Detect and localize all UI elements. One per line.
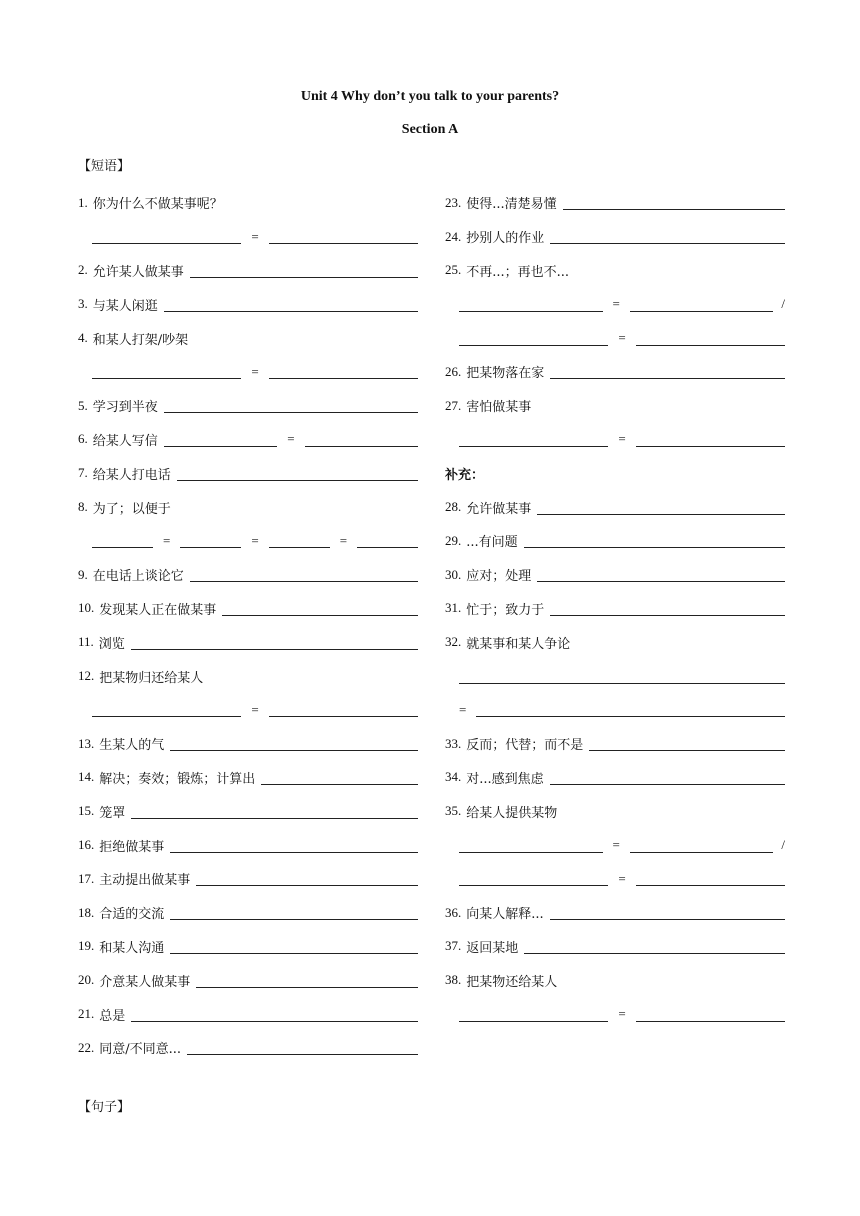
answer-blank[interactable]	[550, 601, 785, 616]
list-item	[78, 794, 418, 828]
answer-blank[interactable]	[164, 432, 277, 447]
equals-sign: =	[251, 228, 259, 244]
list-item	[78, 930, 418, 964]
list-item	[78, 186, 418, 220]
answer-blank[interactable]	[459, 331, 608, 346]
supplement-heading	[445, 456, 785, 490]
supplement-label: 补充：	[445, 467, 485, 483]
answer-blank[interactable]	[170, 939, 418, 954]
answer-blank[interactable]	[459, 432, 608, 447]
equals-sign: =	[459, 701, 467, 717]
item-number: 11.	[78, 634, 94, 650]
item-number: 18.	[78, 904, 95, 920]
right-column	[445, 186, 785, 1031]
answer-blank[interactable]	[459, 1007, 608, 1022]
page-subtitle: Section A	[401, 122, 459, 137]
answer-blank[interactable]	[92, 702, 241, 717]
list-item	[78, 862, 418, 896]
answer-blank[interactable]	[357, 533, 418, 548]
item-label: 就某事和某人争论	[466, 636, 571, 652]
item-label: 和某人打架/吵架	[92, 332, 189, 348]
answer-blank[interactable]	[476, 702, 785, 717]
list-item	[78, 963, 418, 997]
equals-sign: =	[612, 837, 620, 853]
answer-blank[interactable]	[563, 195, 785, 210]
item-label: 反而；代替；而不是	[466, 738, 584, 754]
item-number: 36.	[445, 904, 462, 920]
equals-sign: =	[339, 532, 348, 548]
item-number: 20.	[78, 972, 95, 988]
list-item	[78, 389, 418, 423]
equals-sign: =	[618, 1006, 626, 1022]
answer-blank[interactable]	[196, 871, 418, 886]
item-label: 主动提出做某事	[99, 873, 191, 889]
list-item	[78, 727, 418, 761]
equals-sign: =	[618, 431, 626, 447]
equals-sign: =	[251, 701, 259, 717]
item-number: 23.	[445, 194, 462, 210]
equals-sign: =	[251, 363, 259, 379]
equals-sign: =	[163, 532, 171, 548]
list-item	[78, 625, 418, 659]
item-number: 19.	[78, 938, 95, 954]
item-number: 6.	[78, 431, 88, 447]
equals-sign: =	[287, 431, 295, 447]
list-item	[445, 524, 785, 558]
list-item	[445, 963, 785, 997]
item-label: 不再...；再也不...	[466, 264, 570, 280]
item-label: 应对；处理	[466, 569, 532, 585]
answer-blank[interactable]	[177, 466, 418, 481]
item-number: 25.	[445, 262, 462, 278]
list-item	[445, 490, 785, 524]
answer-blank[interactable]	[170, 838, 418, 853]
answer-blank[interactable]	[537, 567, 785, 582]
list-item	[78, 1031, 418, 1065]
item-number: 9.	[78, 566, 88, 582]
answer-blank[interactable]	[190, 263, 418, 278]
item-number: 34.	[445, 769, 462, 785]
left-column	[78, 186, 418, 1065]
answer-row	[78, 220, 418, 254]
item-label: 使得...清楚易懂	[466, 197, 557, 213]
item-number: 3.	[78, 296, 88, 312]
answer-blank[interactable]	[524, 533, 785, 548]
answer-blank[interactable]	[131, 804, 418, 819]
answer-blank[interactable]	[636, 331, 785, 346]
item-label: 抄别人的作业	[466, 231, 545, 247]
item-label: 同意/不同意...	[99, 1042, 182, 1058]
item-number: 32.	[445, 634, 462, 650]
answer-blank[interactable]	[187, 1040, 418, 1055]
item-number: 12.	[78, 668, 95, 684]
item-label: 允许做某事	[466, 501, 532, 517]
list-item	[445, 896, 785, 930]
list-item	[445, 186, 785, 220]
list-item	[78, 896, 418, 930]
item-label: 忙于；致力于	[466, 602, 545, 618]
answer-blank[interactable]	[269, 229, 418, 244]
item-number: 28.	[445, 499, 462, 515]
list-item	[445, 761, 785, 795]
answer-blank[interactable]	[92, 533, 153, 548]
equals-sign: =	[251, 532, 259, 548]
item-label: 害怕做某事	[466, 400, 532, 416]
item-label: 在电话上谈论它	[92, 569, 184, 585]
item-label: 把某物落在家	[466, 366, 545, 382]
item-number: 22.	[78, 1039, 95, 1055]
answer-row	[445, 828, 785, 862]
answer-row	[445, 693, 785, 727]
list-item	[78, 287, 418, 321]
item-label: 笼罩	[99, 805, 126, 821]
list-item	[445, 930, 785, 964]
item-label: 允许某人做某事	[92, 264, 184, 280]
item-number: 38.	[445, 972, 462, 988]
answer-blank[interactable]	[550, 364, 785, 379]
list-item	[445, 389, 785, 423]
item-number: 31.	[445, 600, 462, 616]
answer-row	[78, 693, 418, 727]
answer-blank[interactable]	[92, 229, 241, 244]
list-item	[78, 321, 418, 355]
item-number: 4.	[78, 330, 88, 346]
item-label: ...有问题	[466, 535, 518, 551]
item-number: 29.	[445, 532, 462, 548]
item-label: 总是	[99, 1008, 126, 1024]
answer-row	[445, 997, 785, 1031]
item-number: 5.	[78, 397, 88, 413]
list-item	[78, 490, 418, 524]
item-number: 16.	[78, 837, 95, 853]
item-number: 15.	[78, 803, 95, 819]
answer-blank[interactable]	[630, 297, 774, 312]
list-item	[445, 794, 785, 828]
item-number: 27.	[445, 397, 462, 413]
list-item	[78, 558, 418, 592]
equals-sign: =	[612, 296, 620, 312]
item-label: 给某人写信	[92, 433, 158, 449]
list-item	[78, 659, 418, 693]
list-item	[78, 828, 418, 862]
item-number: 37.	[445, 938, 462, 954]
item-number: 30.	[445, 566, 462, 582]
item-label: 解决；奏效；锻炼；计算出	[99, 771, 256, 787]
item-number: 2.	[78, 262, 88, 278]
list-item	[445, 592, 785, 626]
item-number: 10.	[78, 600, 95, 616]
item-label: 对...感到焦虑	[466, 771, 544, 787]
answer-blank[interactable]	[190, 567, 418, 582]
answer-blank[interactable]	[459, 297, 603, 312]
answer-blank[interactable]	[459, 838, 603, 853]
answer-blank[interactable]	[180, 533, 241, 548]
list-item	[78, 592, 418, 626]
item-number: 14.	[78, 769, 95, 785]
answer-blank[interactable]	[164, 297, 418, 312]
answer-blank[interactable]	[164, 398, 418, 413]
answer-blank[interactable]	[222, 601, 418, 616]
answer-blank[interactable]	[550, 905, 785, 920]
section-heading-phrases: 【短语】	[78, 159, 131, 174]
item-label: 生某人的气	[99, 738, 165, 754]
item-label: 向某人解释...	[466, 907, 544, 923]
answer-row	[445, 423, 785, 457]
answer-row	[445, 321, 785, 355]
answer-blank[interactable]	[196, 973, 418, 988]
slash-separator: /	[781, 837, 785, 853]
item-label: 把某物归还给某人	[99, 670, 204, 686]
answer-blank[interactable]	[537, 500, 785, 515]
item-label: 给某人提供某物	[466, 805, 558, 821]
answer-blank[interactable]	[269, 702, 418, 717]
item-label: 合适的交流	[99, 907, 165, 923]
answer-blank[interactable]	[550, 229, 785, 244]
item-number: 21.	[78, 1006, 95, 1022]
list-item	[78, 423, 418, 457]
list-item	[445, 220, 785, 254]
item-number: 33.	[445, 735, 462, 751]
answer-row	[445, 862, 785, 896]
answer-blank[interactable]	[459, 669, 785, 684]
answer-blank[interactable]	[269, 364, 418, 379]
item-label: 拒绝做某事	[99, 839, 165, 855]
list-item	[78, 761, 418, 795]
list-item	[78, 254, 418, 288]
item-label: 介意某人做某事	[99, 974, 191, 990]
slash-separator: /	[781, 296, 785, 312]
answer-row	[78, 355, 418, 389]
item-label: 把某物还给某人	[466, 974, 558, 990]
answer-blank[interactable]	[550, 770, 785, 785]
answer-blank[interactable]	[524, 939, 785, 954]
page-title: Unit 4 Why don’t you talk to your parents?	[300, 89, 560, 104]
answer-blank[interactable]	[630, 838, 774, 853]
answer-blank[interactable]	[636, 432, 785, 447]
item-number: 1.	[78, 194, 88, 210]
item-label: 给某人打电话	[92, 467, 171, 483]
item-number: 7.	[78, 465, 88, 481]
item-number: 17.	[78, 870, 95, 886]
item-label: 浏览	[98, 636, 125, 652]
list-item	[445, 558, 785, 592]
answer-blank[interactable]	[459, 871, 608, 886]
list-item	[78, 997, 418, 1031]
answer-blank[interactable]	[131, 1007, 418, 1022]
answer-blank[interactable]	[305, 432, 418, 447]
item-number: 35.	[445, 803, 462, 819]
answer-blank[interactable]	[589, 736, 785, 751]
item-label: 学习到半夜	[92, 400, 158, 416]
item-number: 24.	[445, 228, 462, 244]
item-label: 你为什么不做某事呢？	[92, 197, 223, 213]
item-label: 和某人沟通	[99, 940, 165, 956]
list-item	[445, 254, 785, 288]
answer-row	[445, 287, 785, 321]
item-label: 发现某人正在做某事	[99, 602, 217, 618]
answer-row	[78, 524, 418, 558]
list-item	[445, 727, 785, 761]
answer-blank[interactable]	[636, 1007, 785, 1022]
equals-sign: =	[618, 330, 626, 346]
item-label: 为了；以便于	[92, 501, 171, 517]
answer-blank[interactable]	[261, 770, 418, 785]
item-number: 13.	[78, 735, 95, 751]
equals-sign: =	[618, 870, 626, 886]
list-item	[445, 625, 785, 659]
answer-blank[interactable]	[170, 905, 418, 920]
answer-blank[interactable]	[269, 533, 330, 548]
item-number: 26.	[445, 363, 462, 379]
answer-blank[interactable]	[170, 736, 418, 751]
item-label: 与某人闲逛	[92, 298, 158, 314]
section-heading-sentences: 【句子】	[78, 1100, 131, 1115]
answer-row	[445, 659, 785, 693]
item-label: 返回某地	[466, 940, 519, 956]
answer-blank[interactable]	[131, 635, 418, 650]
item-number: 8.	[78, 499, 88, 515]
answer-blank[interactable]	[92, 364, 241, 379]
list-item	[445, 355, 785, 389]
answer-blank[interactable]	[636, 871, 785, 886]
list-item	[78, 456, 418, 490]
